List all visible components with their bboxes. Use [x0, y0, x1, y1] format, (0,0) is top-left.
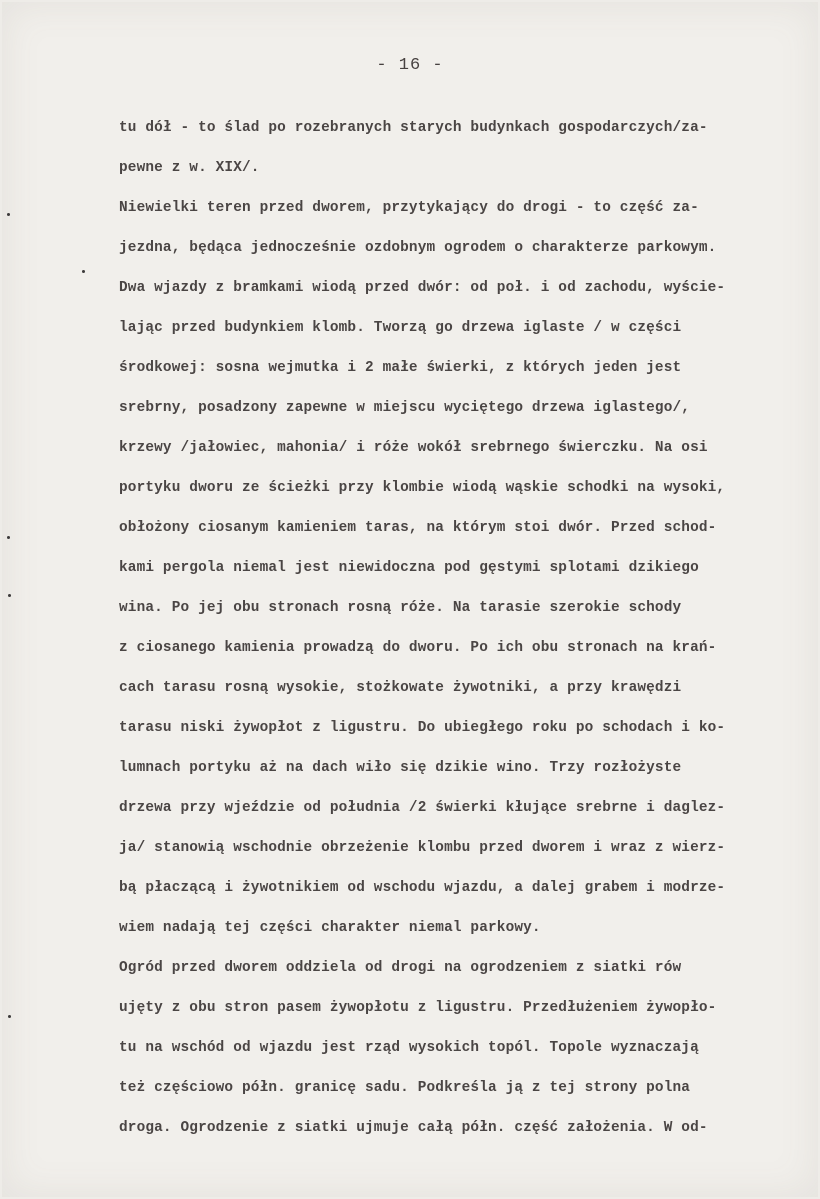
- text-line: pewne z w. XIX/.: [119, 160, 260, 176]
- text-line: drzewa przy wjeździe od południa /2 świerki kłujące srebrne i daglez-: [119, 800, 726, 816]
- text-line: obłożony ciosanym kamieniem taras, na którym stoi dwór. Przed schod-: [119, 520, 717, 536]
- text-line: też częściowo półn. granicę sadu. Podkreśla ją z tej strony polna: [119, 1080, 691, 1096]
- margin-mark: [7, 213, 10, 216]
- text-line: wina. Po jej obu stronach rosną róże. Na tarasie szerokie schody: [119, 600, 682, 616]
- text-line: tu na wschód od wjazdu jest rząd wysokich topól. Topole wyznaczają: [119, 1040, 699, 1056]
- text-line: z ciosanego kamienia prowadzą do dworu. Po ich obu stronach na krań-: [119, 640, 717, 656]
- text-line: lając przed budynkiem klomb. Tworzą go drzewa iglaste / w części: [119, 320, 682, 336]
- text-line: Niewielki teren przed dworem, przytykający do drogi - to część za-: [119, 200, 699, 216]
- text-line: ujęty z obu stron pasem żywopłotu z ligustru. Przedłużeniem żywopło-: [119, 1000, 717, 1016]
- margin-mark: [82, 270, 85, 273]
- text-line: ja/ stanowią wschodnie obrzeżenie klombu przed dworem i wraz z wierz-: [119, 840, 726, 856]
- margin-mark: [7, 536, 10, 539]
- text-line: Dwa wjazdy z bramkami wiodą przed dwór: od poł. i od zachodu, wyście-: [119, 280, 726, 296]
- text-line: portyku dworu ze ścieżki przy klombie wiodą wąskie schodki na wysoki,: [119, 480, 726, 496]
- text-line: jezdna, będąca jednocześnie ozdobnym ogrodem o charakterze parkowym.: [119, 240, 717, 256]
- text-line: wiem nadają tej części charakter niemal parkowy.: [119, 920, 541, 936]
- text-line: srebrny, posadzony zapewne w miejscu wyciętego drzewa iglastego/,: [119, 400, 691, 416]
- text-line: środkowej: sosna wejmutka i 2 małe świerki, z których jeden jest: [119, 360, 682, 376]
- text-line: bą płaczącą i żywotnikiem od wschodu wjazdu, a dalej grabem i modrze-: [119, 880, 726, 896]
- text-line: Ogród przed dworem oddziela od drogi na ogrodzeniem z siatki rów: [119, 960, 682, 976]
- text-line: tu dół - to ślad po rozebranych starych budynkach gospodarczych/za-: [119, 120, 708, 136]
- text-line: droga. Ogrodzenie z siatki ujmuje całą półn. część założenia. W od-: [119, 1120, 708, 1136]
- text-line: krzewy /jałowiec, mahonia/ i róże wokół srebrnego świerczku. Na osi: [119, 440, 708, 456]
- margin-mark: [8, 1015, 11, 1018]
- margin-mark: [8, 594, 11, 597]
- text-line: tarasu niski żywopłot z ligustru. Do ubiegłego roku po schodach i ko-: [119, 720, 726, 736]
- text-line: lumnach portyku aż na dach wiło się dzikie wino. Trzy rozłożyste: [119, 760, 682, 776]
- typewritten-text: [119, 114, 809, 1154]
- document-page: [2, 2, 818, 1197]
- text-line: cach tarasu rosną wysokie, stożkowate żywotniki, a przy krawędzi: [119, 680, 682, 696]
- page-number: - 16 -: [376, 56, 444, 75]
- text-line: kami pergola niemal jest niewidoczna pod gęstymi splotami dzikiego: [119, 560, 699, 576]
